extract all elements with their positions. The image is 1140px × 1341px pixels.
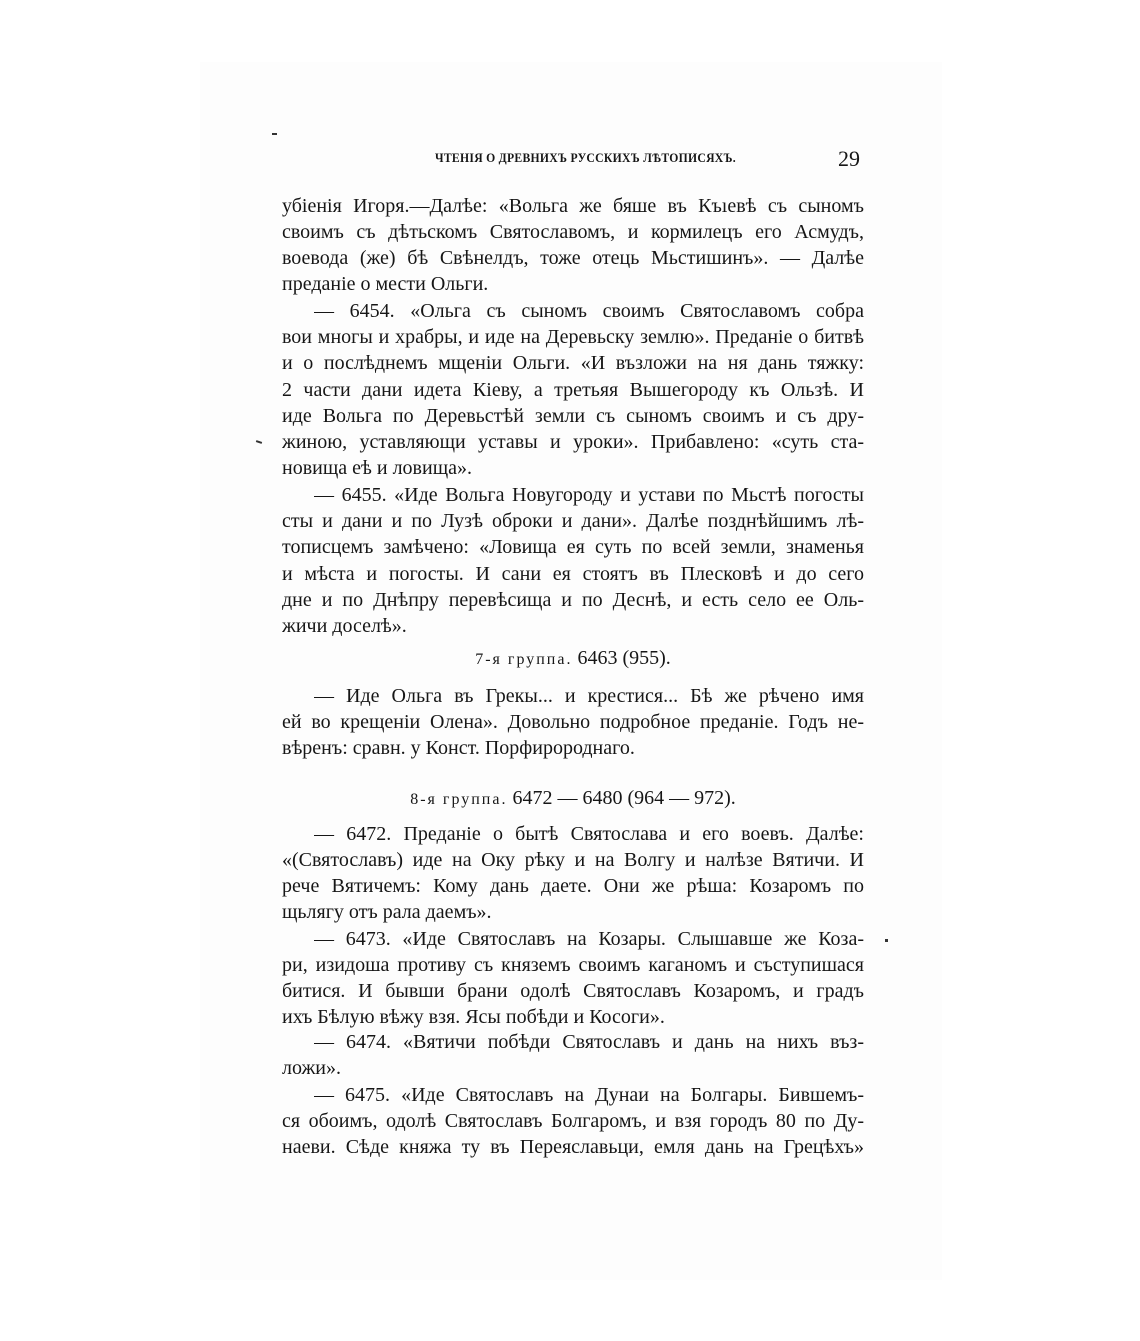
text-line: рече Вятичемъ: Кому дань даете. Они же рѣша: Козаромъ по (282, 875, 864, 897)
margin-mark (272, 133, 277, 135)
section-heading-8 (282, 785, 864, 813)
text-line: вои многы и храбры, и иде на Деревьску землю». Преданіе о битвѣ (282, 326, 864, 348)
page-number: 29 (838, 146, 860, 171)
text-line: сты и дани и по Лузѣ оброки и дани». Далѣе позднѣйшимъ лѣ- (282, 510, 864, 532)
text-line: вѣренъ: сравн. у Конст. Порфиророднаго. (282, 737, 635, 759)
section-heading-7 (282, 645, 864, 673)
text-line: — 6473. «Иде Святославъ на Козары. Слышавше же Коза- (314, 928, 864, 950)
text-line: ложи». (282, 1057, 342, 1079)
text-line: преданіе о мести Ольги. (282, 273, 489, 295)
text-line: — 6454. «Ольга съ сыномъ своимъ Святославомъ собра (314, 300, 864, 322)
text-line: иде Вольга по Деревьстѣй земли съ сыномъ своимъ и съ дру- (282, 405, 864, 427)
text-line: — Иде Ольга въ Грекы... и крестися... Бѣ же рѣчено имя (314, 685, 864, 707)
text-line: щьлягу отъ рала даемъ». (282, 901, 492, 923)
margin-mark (885, 939, 888, 942)
text-line: новища еѣ и ловища». (282, 457, 472, 479)
text-line: ей во крещеніи Олена». Довольно подробное преданіе. Годъ не- (282, 711, 864, 733)
text-line: своимъ съ дѣтьскомъ Святославомъ, и кормилецъ его Асмудъ, (282, 221, 864, 243)
text-line: битися. И бывши брани одолѣ Святославъ Козаромъ, и градъ (282, 980, 864, 1002)
section-heading-label: 7-я группа. (475, 651, 573, 668)
text-line: и мѣста и погосты. И сани ея стоятъ въ Плесковѣ и до сего (282, 563, 864, 585)
section-heading-label: 8-я группа. (410, 791, 508, 808)
text-line: ся обоимъ, одолѣ Святославъ Болгаромъ, и взя городъ 80 по Ду- (282, 1110, 864, 1132)
text-line: — 6474. «Вятичи побѣди Святославъ и дань на нихъ въз- (314, 1031, 864, 1053)
text-line: убіенія Игоря.—Далѣе: «Вольга же бяше въ Къıевѣ съ сыномъ (282, 195, 864, 217)
text-line: наеви. Сѣде княжа ту въ Переяславьци, емля дань на Грецѣхъ» (282, 1136, 864, 1158)
running-title: ЧТЕНІЯ О ДРЕВНИХЪ РУССКИХЪ ЛѢТОПИСЯХЪ. (435, 150, 736, 165)
text-line: тописцемъ замѣчено: «Ловища ея суть по всей земли, знаменья (282, 536, 864, 558)
text-line: ихъ Бѣлую вѣжу взя. Ясы побѣди и Косоги». (282, 1006, 665, 1028)
section-heading-text: 6463 (955). (577, 647, 671, 669)
text-line: жичи доселѣ». (282, 615, 407, 637)
text-line: 2 части дани идета Кіеву, а третьяя Вышегороду къ Ользѣ. И (282, 379, 864, 401)
text-line: «(Святославъ) иде на Оку рѣку и на Волгу и налѣзе Вятичи. И (282, 849, 864, 871)
text-line: дне и по Днѣпру перевѣсища и по Деснѣ, и есть село ее Оль- (282, 589, 864, 611)
text-line: ри, изидоша противу съ княземъ своимъ каганомъ и съступишася (282, 954, 864, 976)
text-line: — 6455. «Иде Вольга Новугороду и устави по Мьстѣ погосты (314, 484, 864, 506)
text-line: — 6472. Преданіе о бытѣ Святослава и его воевъ. Далѣе: (314, 823, 864, 845)
text-line: воевода (же) бѣ Свѣнелдъ, тоже отець Мьстишинъ». — Далѣе (282, 247, 864, 269)
text-line: жиною, уставляющи уставы и уроки». Прибавлено: «суть ста- (282, 431, 864, 453)
section-heading-text: 6472 — 6480 (964 — 972). (512, 787, 736, 809)
text-line: — 6475. «Иде Святославъ на Дунаи на Болгары. Бившемъ- (314, 1084, 864, 1106)
text-line: и о послѣднемъ мщеніи Ольги. «И възложи на ня дань тяжку: (282, 352, 864, 374)
